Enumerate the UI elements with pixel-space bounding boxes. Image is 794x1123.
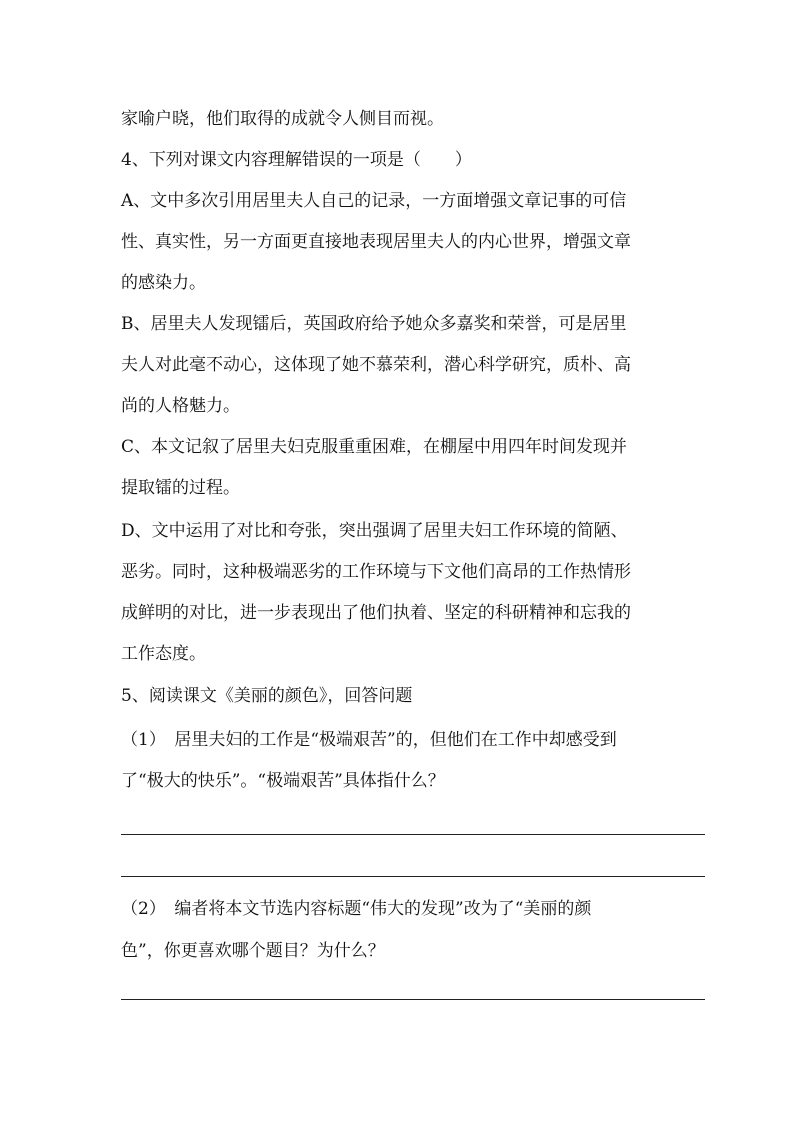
option-b-line-1: B、居里夫人发现镭后，英国政府给予她众多嘉奖和荣誉，可是居里: [121, 314, 627, 334]
subquestion-2-line-1: （2） 编者将本文节选内容标题“伟大的发现”改为了“美丽的颜: [121, 899, 592, 919]
subquestion-1-line-2: 了“极大的快乐”。“极端艰苦”具体指什么？: [121, 771, 445, 791]
option-d-line-3: 成鲜明的对比，进一步表现出了他们执着、坚定的科研精神和忘我的: [121, 603, 631, 623]
option-b-line-3: 尚的人格魅力。: [121, 396, 240, 416]
question-5-stem: 5、阅读课文《美丽的颜色》，回答问题: [121, 686, 413, 706]
option-a-line-2: 性、真实性，另一方面更直接地表现居里夫人的内心世界，增强文章: [121, 232, 631, 252]
text-line-1: 家喻户晓，他们取得的成就令人侧目而视。: [121, 109, 444, 129]
option-d-line-1: D、文中运用了对比和夸张，突出强调了居里夫妇工作环境的简陋、: [121, 521, 628, 541]
subquestion-1-line-1: （1） 居里夫妇的工作是“极端艰苦”的，但他们在工作中却感受到: [121, 730, 617, 750]
option-c-line-1: C、本文记叙了居里夫妇克服重重困难，在棚屋中用四年时间发现并: [121, 437, 628, 457]
option-d-line-2: 恶劣。同时，这种极端恶劣的工作环境与下文他们高昂的工作热情形: [121, 562, 631, 582]
option-b-line-2: 夫人对此毫不动心，这体现了她不慕荣利，潜心科学研究，质朴、高: [121, 355, 631, 375]
question-4-stem: 4、下列对课文内容理解错误的一项是（ ）: [121, 150, 472, 170]
option-c-line-2: 提取镭的过程。: [121, 478, 240, 498]
answer-line-1a[interactable]: [121, 834, 705, 835]
answer-line-1b[interactable]: [121, 876, 705, 877]
option-d-line-4: 工作态度。: [121, 644, 206, 664]
subquestion-2-line-2: 色”，你更喜欢哪个题目？为什么？: [121, 941, 385, 961]
option-a-line-3: 的感染力。: [121, 273, 206, 293]
option-a-line-1: A、文中多次引用居里夫人自己的记录，一方面增强文章记事的可信: [121, 191, 627, 211]
answer-line-2a[interactable]: [121, 999, 705, 1000]
